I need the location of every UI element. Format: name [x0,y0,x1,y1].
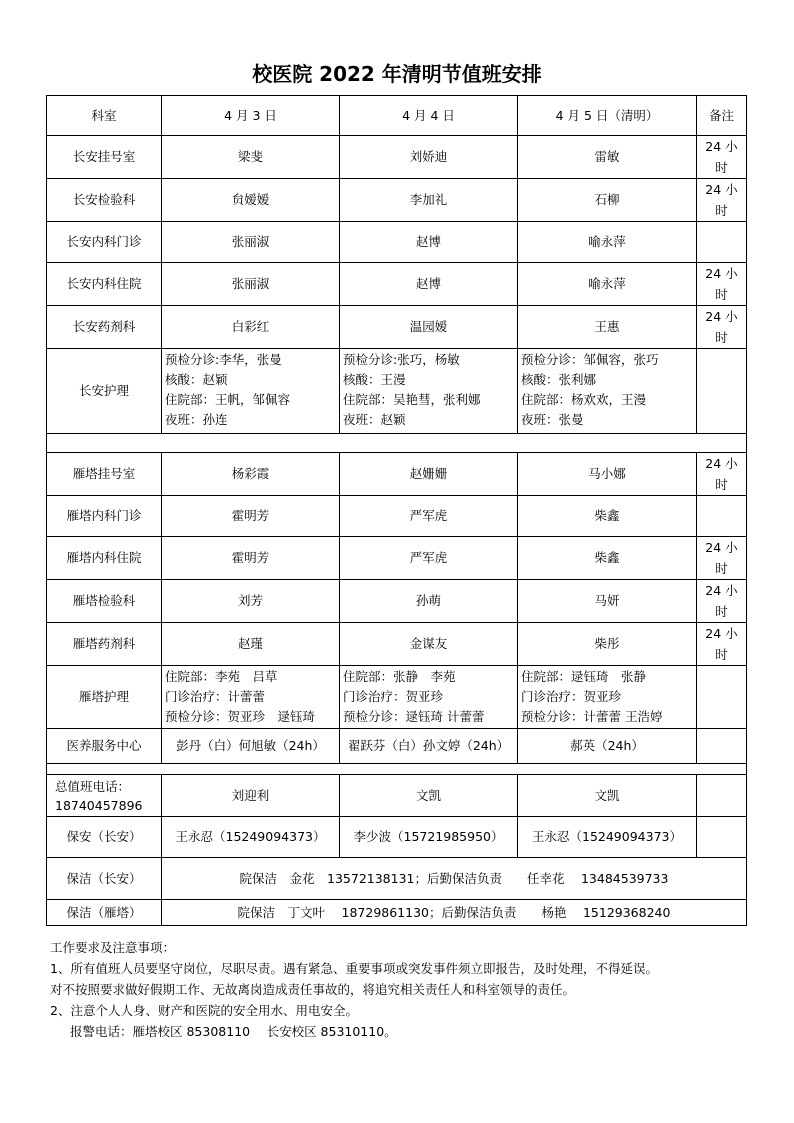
duty-cell: 张丽淑 [162,263,340,306]
duty-cell: 刘迎利 [162,775,340,817]
note-cell [697,666,747,729]
alarm-phone-line: 报警电话：雁塔校区 85308110 长安校区 85310110。 [70,1024,397,1039]
duty-line: 预检分诊：逯钰琦 计蕾蕾 [343,709,485,724]
duty-cell: 严军虎 [340,537,518,580]
duty-cell [518,349,697,434]
duty-line: 住院部：王帆，邹佩容 [165,392,291,407]
note-cell: 24 小时 [697,136,747,179]
duty-cell [340,666,518,729]
note-cell [697,817,747,858]
note-cell: 24 小时 [697,179,747,222]
duty-line: 住院部：吴艳彗，张利娜 [343,392,481,407]
duty-line: 核酸：赵颖 [165,372,228,387]
duty-line: 门诊治疗：贺亚珍 [521,689,622,704]
note-cell: 24 小时 [697,306,747,349]
duty-cell: 金谋友 [340,623,518,666]
duty-cell: 马妍 [518,580,697,623]
table-row [47,453,747,496]
duty-cell: 雷敏 [518,136,697,179]
duty-cell: 柴彤 [518,623,697,666]
table-row [47,179,747,222]
duty-line: 预检分诊：计蕾蕾 王浩婷 [521,709,663,724]
note-cell: 24 小时 [697,453,747,496]
table-row [47,580,747,623]
note-cell [697,775,747,817]
dept-cell: 医养服务中心 [47,729,162,764]
duty-line: 预检分诊:张巧，杨敏 [343,352,460,367]
header-dept: 科室 [47,96,162,136]
duty-cell: 张丽淑 [162,222,340,263]
duty-line: 门诊治疗：计蕾蕾 [165,689,266,704]
duty-cell: 喻永萍 [518,263,697,306]
duty-cell: 梁斐 [162,136,340,179]
note-cell [697,729,747,764]
duty-line: 住院部：张静 李苑 [343,669,456,684]
table-row [47,349,747,434]
dept-cell: 长安挂号室 [47,136,162,179]
duty-cell [518,666,697,729]
duty-cell: 贠嫒嫒 [162,179,340,222]
separator-row [47,434,747,453]
table-header-row [47,96,747,136]
cleaning-contact-cell: 院保洁 丁文叶 18729861130；后勤保洁负责 杨艳 15129368240 [162,900,747,926]
duty-cell: 柴鑫 [518,537,697,580]
duty-cell: 严军虎 [340,496,518,537]
duty-cell: 喻永萍 [518,222,697,263]
duty-cell [162,349,340,434]
duty-cell: 孙萌 [340,580,518,623]
notes-section [50,937,770,1042]
blank-separator [47,764,747,775]
dept-cell: 保安（长安） [47,817,162,858]
duty-line: 门诊治疗：贺亚珍 [343,689,444,704]
duty-line: 夜班：孙连 [165,412,228,427]
duty-cell: 霍明芳 [162,496,340,537]
duty-cell: 温园嫒 [340,306,518,349]
duty-line: 核酸：张利娜 [521,372,597,387]
duty-cell: 霍明芳 [162,537,340,580]
note-cell: 24 小时 [697,580,747,623]
note-cell: 24 小时 [697,263,747,306]
table-row [47,496,747,537]
table-row [47,623,747,666]
notes-line: 2、注意个人人身、财产和医院的安全用水、用电安全。 [50,1003,358,1018]
duty-cell: 赵博 [340,263,518,306]
duty-cell [162,666,340,729]
dept-cell: 雁塔挂号室 [47,453,162,496]
dept-cell: 雁塔检验科 [47,580,162,623]
duty-cell: 赵瑾 [162,623,340,666]
note-cell [697,222,747,263]
dept-cell: 长安药剂科 [47,306,162,349]
dept-cell: 长安检验科 [47,179,162,222]
table-row [47,222,747,263]
duty-cell: 文凯 [518,775,697,817]
dept-cell: 雁塔内科门诊 [47,496,162,537]
note-cell [697,349,747,434]
dept-cell: 总值班电话：18740457896 [47,775,162,817]
duty-line: 夜班：张曼 [521,412,584,427]
separator-row [47,764,747,775]
table-row [47,666,747,729]
page-title: 校医院 2022 年清明节值班安排 [252,62,542,86]
duty-cell: 文凯 [340,775,518,817]
duty-cell: 王永忍（15249094373） [162,817,340,858]
duty-cell: 王惠 [518,306,697,349]
duty-cell: 杨彩霞 [162,453,340,496]
blank-separator [47,434,747,453]
duty-line: 预检分诊：贺亚珍 逯钰琦 [165,709,316,724]
duty-cell: 赵姗姗 [340,453,518,496]
notes-line: 1、所有值班人员要坚守岗位，尽职尽责。遇有紧急、重要事项或突发事件须立即报告，及时处理，不得延误。 [50,961,658,976]
duty-cell: 翟跃芬（白）孙文婷（24h） [340,729,518,764]
duty-cell: 彭丹（白）何旭敏（24h） [162,729,340,764]
table-row [47,729,747,764]
duty-cell: 李加礼 [340,179,518,222]
duty-line: 住院部：杨欢欢，王漫 [521,392,647,407]
dept-cell: 雁塔护理 [47,666,162,729]
table-row [47,858,747,900]
dept-cell: 雁塔内科住院 [47,537,162,580]
note-cell: 24 小时 [697,537,747,580]
table-row [47,136,747,179]
header-day1: 4 月 3 日 [162,96,340,136]
dept-cell: 长安内科住院 [47,263,162,306]
duty-line: 预检分诊：邹佩容，张巧 [521,352,659,367]
duty-cell: 白彩红 [162,306,340,349]
duty-line: 住院部：逯钰琦 张静 [521,669,647,684]
duty-cell: 刘娇迪 [340,136,518,179]
duty-schedule-table [46,95,747,926]
dept-cell: 保洁（雁塔） [47,900,162,926]
header-day2: 4 月 4 日 [340,96,518,136]
duty-cell: 郝英（24h） [518,729,697,764]
dept-cell: 长安护理 [47,349,162,434]
note-cell: 24 小时 [697,623,747,666]
note-cell [697,496,747,537]
duty-cell: 石柳 [518,179,697,222]
duty-cell: 柴鑫 [518,496,697,537]
cleaning-contact-cell: 院保洁 金花 13572138131；后勤保洁负责 任幸花 13484539733 [162,858,747,900]
duty-cell [340,349,518,434]
duty-cell: 赵博 [340,222,518,263]
table-row [47,900,747,926]
duty-cell: 王永忍（15249094373） [518,817,697,858]
duty-line: 住院部：李苑 吕草 [165,669,278,684]
dept-cell: 雁塔药剂科 [47,623,162,666]
header-note: 备注 [697,96,747,136]
duty-line: 夜班：赵颖 [343,412,406,427]
table-row [47,817,747,858]
dept-cell: 保洁（长安） [47,858,162,900]
duty-line: 预检分诊:李华，张曼 [165,352,282,367]
table-row [47,775,747,817]
notes-heading: 工作要求及注意事项： [50,940,176,955]
table-row [47,263,747,306]
table-row [47,306,747,349]
duty-cell: 马小娜 [518,453,697,496]
duty-cell: 刘芳 [162,580,340,623]
notes-line: 对不按照要求做好假期工作、无故离岗造成责任事故的，将追究相关责任人和科室领导的责任。 [50,982,576,997]
duty-cell: 李少波（15721985950） [340,817,518,858]
table-row [47,537,747,580]
dept-cell: 长安内科门诊 [47,222,162,263]
duty-line: 核酸：王漫 [343,372,406,387]
header-day3: 4 月 5 日（清明） [518,96,697,136]
